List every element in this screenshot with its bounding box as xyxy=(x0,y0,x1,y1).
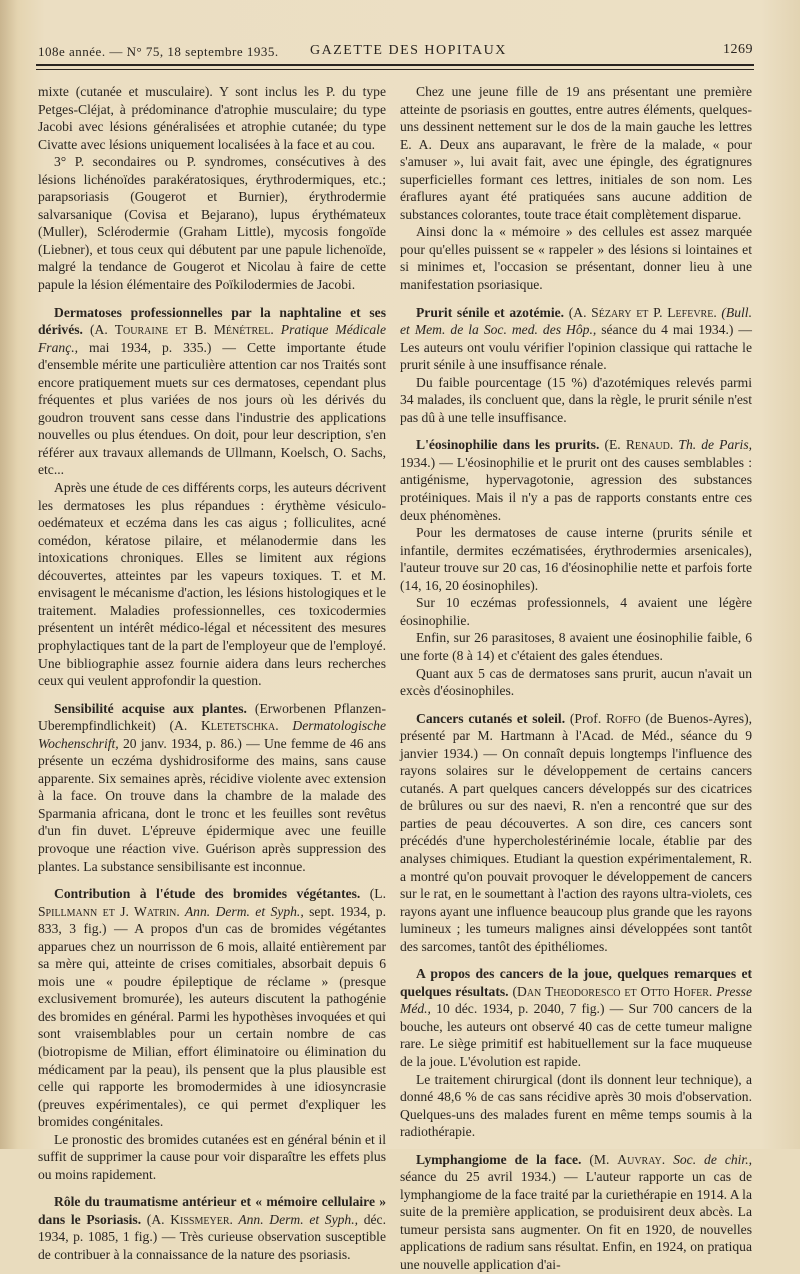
header-rule-thin xyxy=(36,69,754,70)
article-body-text: (de Buenos-Ayres), présenté par M. Hartmann à l'Acad. de Méd., séance du 9 janvier 1934.) — On connaît depuis longtemps l'influence des rayons solaires sur le développement de certains cancers cutanés. A part quelques cancers développés sur des cicatrices de brûlures ou sur des naevi, R. n'en a rencontré que sur des parties de peau découvertes. A son dire, ces cancers sont précédés d'une hypercholestérinémie locale, établie par des analyses chimiques. Etudiant la question expérimentalement, R. a montré qu'on pouvait provoquer le développement de cancers sur le rat, en le soumettant à l'action des rayons ultra-violets, ces rayons ayant une influence beaucoup plus grande que les rayons lumineux ; les tumeurs malignes ainsi développées sont tantôt des sarcomes, tantôt des épithéliomes. xyxy=(400,710,752,954)
article-heading: Lymphangiome de la face. xyxy=(416,1151,582,1167)
article-authors: Kissmeyer. xyxy=(170,1211,233,1227)
article-heading: L'éosinophilie dans les prurits. xyxy=(416,437,600,453)
reference-text: (E. xyxy=(599,437,626,453)
journal-name: Soc. de chir., xyxy=(665,1151,753,1167)
article-body-text: 1934.) — L'éosinophilie et le prurit ont des causes semblables : antigénisme, hypervagotonie, agression des substances protéiniques. Mais il n'y a pas de rapports constants entre ces deux phénomènes. xyxy=(400,454,752,523)
article-paragraph xyxy=(400,1151,752,1274)
article-heading: Rôle du traumatisme antérieur et « mémoire cellulaire » dans le Psoriasis. xyxy=(38,1194,386,1227)
article-authors: Touraine et B. Ménétrel. xyxy=(114,322,274,338)
article-paragraph xyxy=(38,1193,386,1263)
article-heading: Sensibilité acquise aux plantes. xyxy=(54,700,247,716)
reference-text: (L. xyxy=(360,886,386,902)
article-body-text: séance du 25 avril 1934.) — L'auteur rapporte un cas de lymphangiome de la face traité par la curiethérapie en 1914. A la suite de la première application, se produisirent deux abcès. La tumeur persista sans augmenter. On fit en 1920, de nouvelles applications de radium sans résultat. Enfin, en 1924, on pratiqua une nouvelle application d'ai- xyxy=(400,1169,752,1272)
article-heading: Prurit sénile et azotémie. xyxy=(416,304,565,320)
left-column xyxy=(38,83,386,1264)
article-body-text: sept. 1934, p. 833, 3 fig.) — A propos d'un cas de bromides végétantes apparues chez un nourrisson de 6 mois, allaité entièrement par sa mère qui, atteinte de crises comitiales, absorbait depuis 6 mois une « poudre épileptique de réclame » (presque exclusivement bromurée), les auteurs discutent la pathogénie des bromides en général. Parmi les hypothèses invoquées et qui sont vraisemblables pour un certain nombre de cas (biotropisme de Milian, effort éliminatoire ou élimination du médicament par la peau), ils pensent que la plus plausible est celle qui rapporte les bromodermides à une idiosyncrasie (preuves expérimentales), ce qui permet d'expliquer les bromides congénitales. xyxy=(38,903,386,1130)
reference-text: (M. xyxy=(581,1151,618,1167)
body-paragraph: Enfin, sur 26 parasitoses, 8 avaient une éosinophilie faible, 6 une forte (8 à 14) et c'étaient des gales étendues. xyxy=(400,630,752,663)
journal-name: Dermatologische Wochenschrift, xyxy=(38,718,387,751)
body-paragraph: Le pronostic des bromides cutanées est en général bénin et il suffit de supprimer la cause pour voir disparaître les effets plus ou moins rapidement. xyxy=(38,1131,386,1182)
body-paragraph: Quant aux 5 cas de dermatoses sans prurit, aucun n'avait un excès d'éosinophiles. xyxy=(400,665,752,699)
journal-title: GAZETTE DES HOPITAUX xyxy=(310,43,507,58)
article-body-text: 10 déc. 1934, p. 2040, 7 fig.) — Sur 700 cancers de la bouche, les auteurs ont observé 40 cas de cette tumeur maligne rare. Le siège primitif est habituellement sur la face muqueuse de la joue. L'évolution est rapide. xyxy=(400,1001,752,1069)
reference-text: (Erworbenen Pflanzen-Uberempfindlichkeit) (A. xyxy=(38,700,387,734)
article-heading: Contribution à l'étude des bromides végétantes. xyxy=(54,886,361,902)
body-paragraph: Chez une jeune fille de 19 ans présentant une première atteinte de psoriasis en gouttes, entre autres éléments, quelques-uns dessinent nettement sur le dos de la main gauche les lettres E. A. Deux ans auparavant, le frère de la malade, « pour s'amuser », lui avait fait, avec une épingle, des égratignures superficielles formant ces lettres, initiales de son nom. Les éraflures ayant été pratiquées sans aucune addition de substances colorantes, toute trace était complètement disparue. xyxy=(400,84,752,222)
body-paragraph: Du faible pourcentage (15 %) d'azotémiques relevés parmi 34 malades, ils concluent que, dans la règle, le prurit sénile n'est pas dû à une telle insuffisance. xyxy=(400,374,752,425)
article-heading: Dermatoses professionnelles par la naphtaline et ses dérivés. xyxy=(38,304,386,338)
article-paragraph xyxy=(38,304,386,479)
reference-text: (A. xyxy=(141,1211,171,1227)
reference-text: (A. xyxy=(564,304,592,320)
article-authors: Renaud. xyxy=(625,437,674,453)
journal-name: Ann. Derm. et Syph., xyxy=(232,1211,359,1227)
journal-name: Ann. Derm. et Syph., xyxy=(179,903,304,919)
article-heading: Cancers cutanés et soleil. xyxy=(416,710,566,726)
body-paragraph: Le traitement chirurgical (dont ils donnent leur technique), a donné 48,6 % de cas sans récidive après 30 mois d'observation. Quelques-uns des malades furent en même temps soumis à la radiothérapie. xyxy=(400,1071,752,1140)
article-body-text: mai 1934, p. 335.) — Cette importante étude d'ensemble mérite une particulière attention car nos Traités sont encore pratiquement muets sur ces dermatoses, cependant plus fréquentes et plus variées de nos jours où les dérivés du goudron trouvent sans cesse dans l'industrie des applications nouvelles ou plus étendues. On doit, pour leur description, s'en référer aux travaux allemands de Ullmann, Koelsch, O. Sachs, etc... xyxy=(38,339,386,478)
reference-text: (A. xyxy=(82,322,115,338)
article-paragraph xyxy=(38,885,386,1131)
page-header xyxy=(38,42,753,64)
article-paragraph xyxy=(400,304,752,374)
page-number: 1269 xyxy=(723,42,753,57)
header-rule-thick xyxy=(36,64,754,66)
issue-info: 108e année. — N° 75, 18 septembre 1935. xyxy=(38,44,279,59)
article-body-text: 20 janv. 1934, p. 86.) — Une femme de 46 ans présente un eczéma dyshidrosiforme des mains, sans cause apparente. Six semaines après, récidive violente avec extension à la face. On trouve dans la chambre de la malade des Sparmania africana, dont le tronc et les feuilles sont revêtus d'un fin duvet. L'épreuve épidermique avec une feuille provoque une réaction vive. Guérison après suppression des plantes. La substance sensibilisante est inconnue. xyxy=(38,735,386,874)
article-heading: A propos des cancers de la joue, quelques remarques et quelques résultats. xyxy=(400,966,752,999)
article-authors: Auvray. xyxy=(617,1151,666,1167)
body-paragraph: Sur 10 eczémas professionnels, 4 avaient une légère éosinophilie. xyxy=(400,595,752,628)
body-paragraph: Ainsi donc la « mémoire » des cellules est assez marquée pour qu'elles puissent se « rappeler » des lésions si lointaines et si minimes et, l'occasion se présentant, donner lieu à une manifestation psoriasique. xyxy=(400,224,752,293)
journal-name: Presse Méd., xyxy=(400,983,752,1017)
journal-name: Pratique Médicale Franç., xyxy=(38,322,386,355)
body-paragraph: mixte (cutanée et musculaire). Y sont inclus les P. du type Petges-Cléjat, à prédominance d'atrophie musculaire; du type Jacobi avec lésions généralisées et atrophie cutanée; du type Civatte avec lésions uniquement localisées à la face et au cou. xyxy=(38,84,386,152)
reference-text: ( xyxy=(508,983,517,999)
journal-name: Th. de Paris, xyxy=(673,437,753,453)
article-body-text: séance du 4 mai 1934.) — Les auteurs ont voulu vérifier l'opinion classique qui rattache le prurit sénile à une insuffisance rénale. xyxy=(400,322,752,373)
article-paragraph xyxy=(400,965,752,1070)
journal-name: (Bull. et Mem. de la Soc. med. des Hôp., xyxy=(400,304,752,338)
article-body-text: déc. 1934, p. 1085, 1 fig.) — Très curieuse observation susceptible de contribuer à la connaissance de la nature des psoriasis. xyxy=(38,1211,386,1262)
article-authors: Spillmann et J. Watrin. xyxy=(38,903,180,919)
article-paragraph xyxy=(400,436,752,524)
reference-text: (Prof. xyxy=(565,710,606,726)
body-paragraph: 3° P. secondaires ou P. syndromes, consécutives à des lésions lichénoïdes parakératosiques, érythrodermiques, etc.; parapsoriasis (Gougerot et Burnier), érythrodermie salvarsanique (Covisa et Bejarano), lupus érythémateux (Muller), Sclérodermie (Graham Little), mycosis fongoïde (Liebner), et tous ceux qui débutent par une papule lichenoïde, malgré la tendance de Gougerot et Nicolau à faire de cette papule la lésion élémentaire des Poïkilodermies de Jacobi. xyxy=(38,154,386,293)
article-authors: Dan Theodoresco et Otto Hofer. xyxy=(517,983,713,999)
article-paragraph xyxy=(38,700,386,875)
body-paragraph: Pour les dermatoses de cause interne (prurits sénile et infantile, dermites eczématisées, érythrodermies arsenicales), l'auteur trouve sur 20 cas, 16 d'éosinophilie nette et parfois forte (14, 16, 20 éosinophiles). xyxy=(400,525,752,593)
article-authors: Kletetschka. xyxy=(200,718,279,734)
article-authors: Roffo xyxy=(606,710,641,726)
body-paragraph: Après une étude de ces différents corps, les auteurs décrivent les dermatoses les plus répandues : érythème vésiculo-oedémateux et eczéma dans les cas aigus ; folliculites, acné comédon, kératose pilaire, et mélanodermie dans les intoxications chroniques. Elles se limitent aux régions découvertes, atteintes par les vapeurs toxiques. T. et M. envisagent le mécanisme d'action, les lésions histologiques et le traitement. Maladies professionnelles, ces toxicodermies présentent un intérêt médico-légal et nécessitent des mesures prophylactiques tant de la part de l'employeur que de l'employé. Une bibliographie assez fournie aidera dans leurs recherches ceux qui veulent approfondir la question. xyxy=(38,480,386,689)
article-authors: Sézary et P. Lefevre. xyxy=(591,304,717,320)
right-column xyxy=(400,83,752,1274)
article-paragraph xyxy=(400,710,752,956)
